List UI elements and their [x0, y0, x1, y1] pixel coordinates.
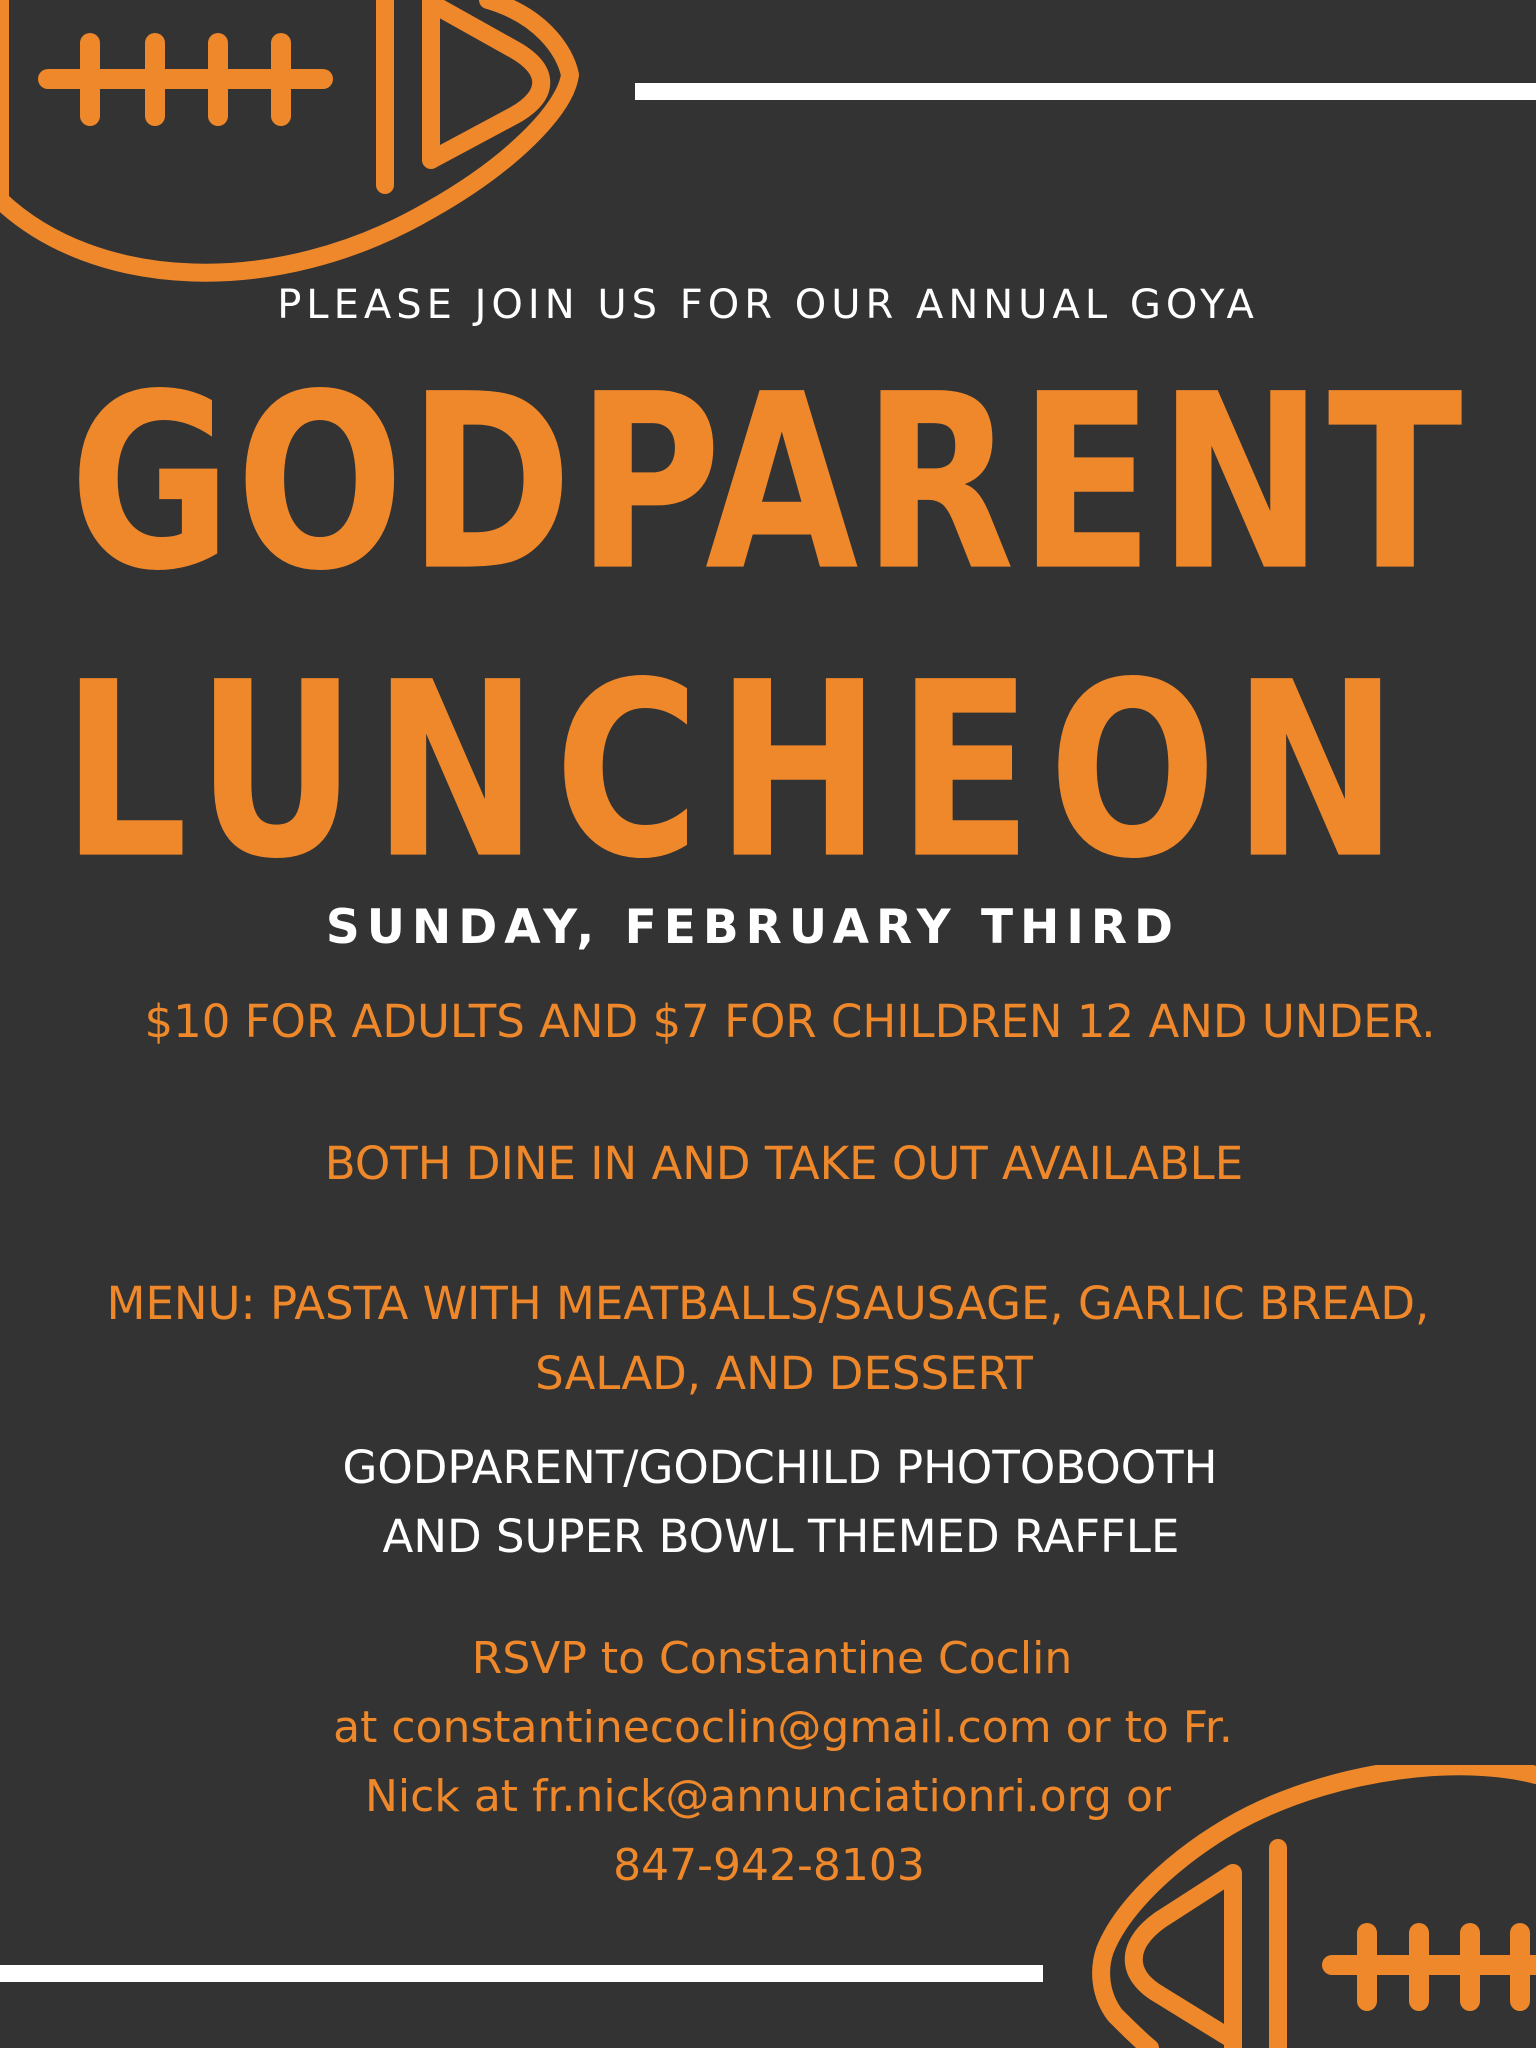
football-icon: [1080, 1765, 1536, 2048]
rsvp-email-line: at constantinecoclin@gmail.com or to Fr.: [333, 1702, 1233, 1753]
event-title-line-1: GODPARENT: [69, 342, 1467, 624]
bottom-divider-line: [0, 1965, 1043, 1982]
ticket-prices: $10 FOR ADULTS AND $7 FOR CHILDREN 12 AND UNDER.: [144, 995, 1436, 1048]
event-date: SUNDAY, FEBRUARY THIRD: [325, 900, 1181, 955]
event-title-line-2: LUNCHEON: [61, 630, 1415, 912]
menu-line-2: SALAD, AND DESSERT: [535, 1347, 1033, 1400]
service-options: BOTH DINE IN AND TAKE OUT AVAILABLE: [324, 1137, 1244, 1190]
rsvp-contact-line: Nick at fr.nick@annunciationri.org or: [365, 1771, 1171, 1822]
invitation-intro: PLEASE JOIN US FOR OUR ANNUAL GOYA: [277, 282, 1259, 328]
football-icon: [0, 0, 590, 285]
activity-line-1: GODPARENT/GODCHILD PHOTOBOOTH: [342, 1441, 1218, 1494]
activity-line-2: AND SUPER BOWL THEMED RAFFLE: [382, 1510, 1180, 1563]
rsvp-phone: 847-942-8103: [613, 1840, 925, 1891]
top-divider-line: [635, 83, 1536, 100]
rsvp-line-1: RSVP to Constantine Coclin: [471, 1633, 1073, 1684]
menu-line-1: MENU: PASTA WITH MEATBALLS/SAUSAGE, GARLIC BREAD,: [106, 1277, 1430, 1330]
